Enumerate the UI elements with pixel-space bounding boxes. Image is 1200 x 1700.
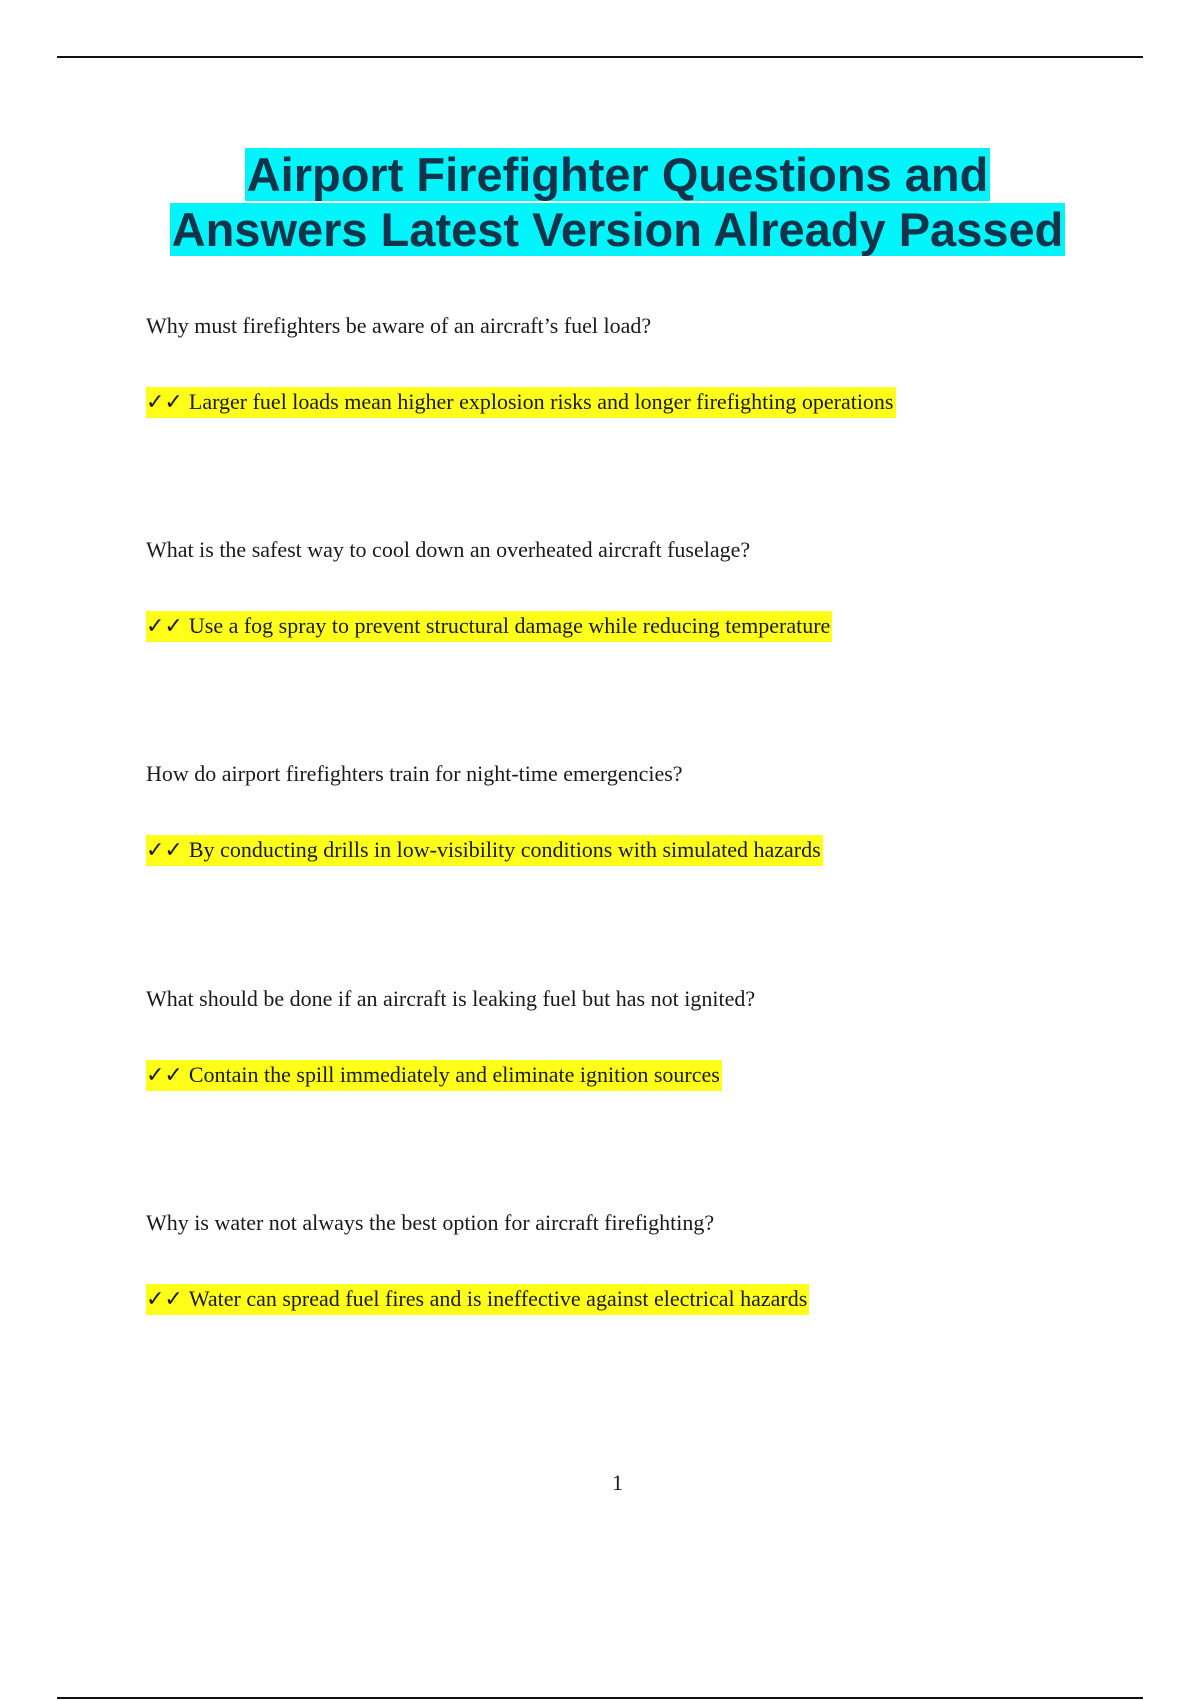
answer-label: Larger fuel loads mean higher explosion risks and longer firefighting operations	[188, 389, 894, 414]
question-text: Why must firefighters be aware of an aircraft’s fuel load?	[146, 313, 652, 338]
double-check-icon: ✓✓	[146, 1063, 183, 1088]
answer-text	[146, 1284, 809, 1315]
answer-text	[146, 611, 832, 642]
answer-label: Use a fog spray to prevent structural damage while reducing temperature	[188, 613, 831, 638]
bottom-divider	[57, 1697, 1143, 1699]
question-text: What is the safest way to cool down an overheated aircraft fuselage?	[146, 537, 751, 562]
double-check-icon: ✓✓	[146, 1287, 183, 1312]
question-text: Why is water not always the best option for aircraft firefighting?	[146, 1210, 715, 1235]
question-text: How do airport firefighters train for night-time emergencies?	[146, 761, 683, 786]
answer-label: Contain the spill immediately and eliminate ignition sources	[188, 1062, 720, 1087]
double-check-icon: ✓✓	[146, 838, 183, 863]
top-divider	[57, 56, 1143, 58]
answer-text	[146, 835, 823, 866]
answer-label: By conducting drills in low-visibility conditions with simulated hazards	[188, 837, 821, 862]
double-check-icon: ✓✓	[146, 614, 183, 639]
answer-text	[146, 387, 896, 418]
title-line-2: Answers Latest Version Already Passed	[171, 203, 1064, 256]
page-number: 1	[612, 1470, 623, 1495]
double-check-icon: ✓✓	[146, 390, 183, 415]
title-line-1: Airport Firefighter Questions and	[246, 148, 989, 201]
question-text: What should be done if an aircraft is leaking fuel but has not ignited?	[146, 986, 756, 1011]
answer-label: Water can spread fuel fires and is ineffective against electrical hazards	[188, 1286, 808, 1311]
answer-text	[146, 1060, 722, 1091]
document-title	[0, 147, 1200, 257]
